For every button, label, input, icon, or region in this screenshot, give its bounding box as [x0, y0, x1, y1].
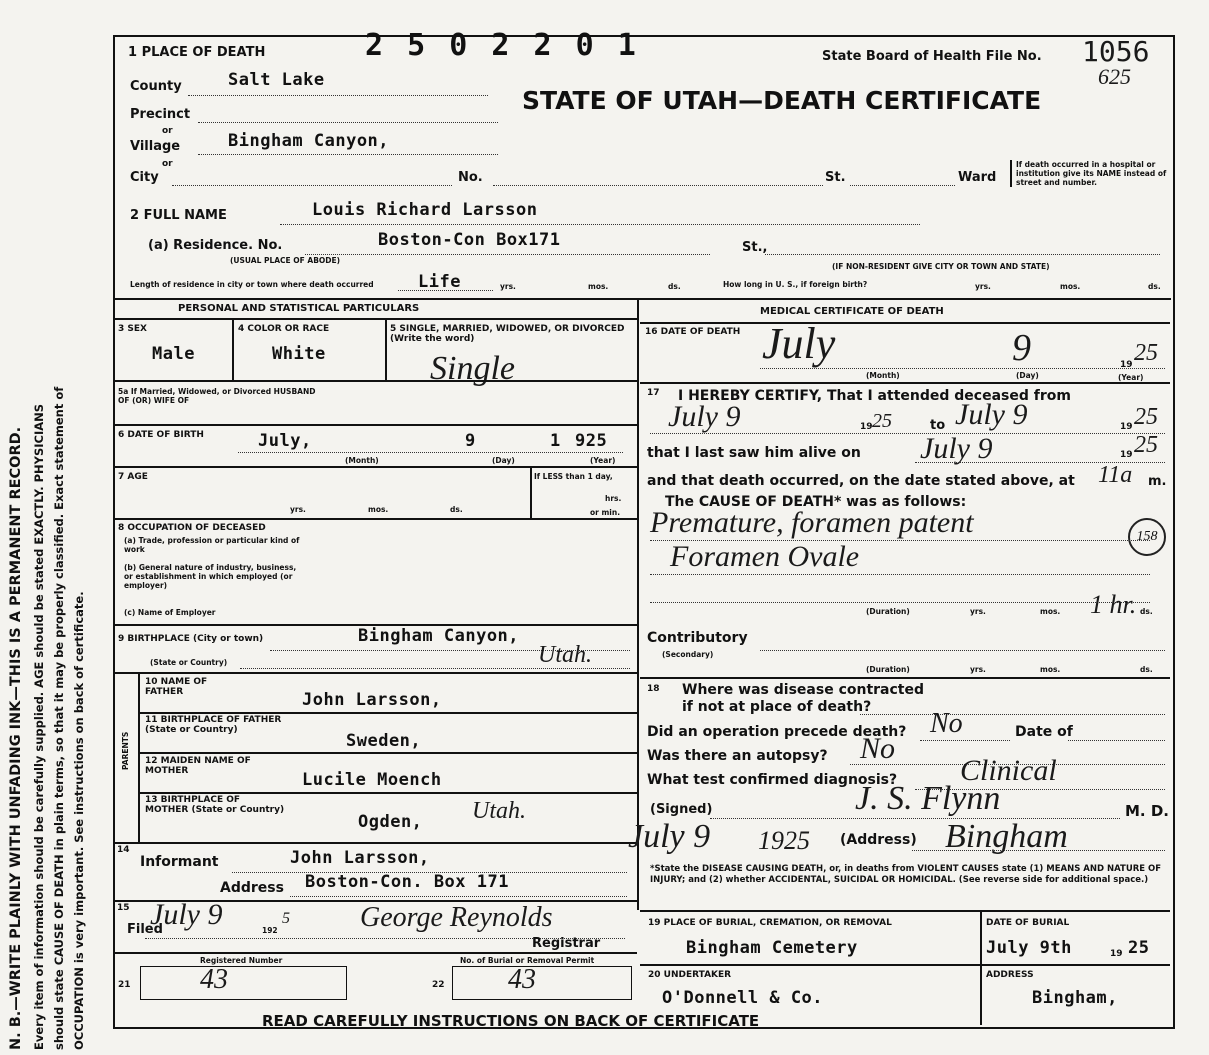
registered-number-label: Registered Number	[200, 956, 283, 965]
spouse-label: 5a If Married, Widowed, or Divorced HUSBAND OF (OR) WIFE OF	[118, 387, 316, 405]
residence-value: Boston-Con Box171	[378, 230, 561, 250]
informant-label: Informant	[140, 854, 219, 870]
residence-label: (a) Residence. No.	[148, 238, 283, 253]
autopsy-label: Was there an autopsy?	[647, 748, 828, 764]
dob-year-prefix: 1	[550, 431, 561, 451]
ds-label: ds.	[1140, 607, 1153, 616]
informant-address-label: Address	[220, 880, 284, 896]
signed-label: (Signed)	[650, 802, 713, 817]
us-residence-label: How long in U. S., if foreign birth?	[723, 280, 868, 289]
mother-name-label: 12 MAIDEN NAME OF MOTHER	[145, 756, 251, 776]
certify-num: 17	[647, 388, 660, 398]
occupation-c-label: (c) Name of Employer	[124, 608, 216, 617]
birth-state-value: Utah.	[538, 642, 592, 668]
medical-section-title: MEDICAL CERTIFICATE OF DEATH	[760, 306, 944, 317]
attended-to-date: July 9	[955, 398, 1028, 431]
year-prefix: 19	[1120, 422, 1133, 432]
burial-permit-box	[452, 966, 632, 1000]
duration-label: (Duration)	[866, 607, 910, 616]
place-of-death-label: 1 PLACE OF DEATH	[128, 45, 266, 60]
registrar-label: Registrar	[532, 936, 601, 951]
death-date-label: 16 DATE OF DEATH	[645, 327, 741, 337]
min-label: or min.	[590, 508, 621, 517]
death-year: 25	[1134, 340, 1158, 366]
residence-st-label: St.,	[742, 240, 768, 255]
age-mos-label: mos.	[368, 505, 389, 514]
ward-label: Ward	[958, 170, 997, 185]
mother-name: Lucile Moench	[302, 770, 442, 790]
race-value: White	[272, 344, 326, 364]
yrs-label: yrs.	[970, 665, 986, 674]
year-prefix: 19	[860, 422, 873, 432]
side-note-line1: N. B.—WRITE PLAINLY WITH UNFADING INK—THIS IS A PERMANENT RECORD.	[8, 426, 24, 1050]
county-label: County	[130, 79, 182, 94]
mos-label: mos.	[1040, 607, 1061, 616]
birthplace-label: 9 BIRTHPLACE (City or town)	[118, 634, 264, 644]
age-ds-label: ds.	[450, 505, 463, 514]
dob-month: July,	[258, 431, 312, 451]
undertaker-address: Bingham,	[1032, 988, 1118, 1008]
burial-permit-number: 43	[508, 964, 536, 995]
attended-from-date: July 9	[668, 400, 741, 433]
filed-year: 5	[282, 910, 290, 927]
mos-label: mos.	[588, 282, 609, 291]
dob-day: 9	[465, 431, 476, 451]
no-label: No.	[458, 170, 483, 185]
day-label: (Day)	[492, 456, 515, 465]
death-year-prefix: 19	[1120, 360, 1133, 370]
box22-num: 22	[432, 980, 445, 990]
full-name-label: 2 FULL NAME	[130, 208, 227, 223]
last-saw-year: 25	[1134, 432, 1158, 458]
operation-label: Did an operation precede death?	[647, 724, 907, 740]
side-instructions	[8, 0, 120, 1050]
sex-value: Male	[152, 344, 195, 364]
personal-section-title: PERSONAL AND STATISTICAL PARTICULARS	[178, 303, 420, 314]
cause-code: 158	[1128, 518, 1166, 556]
md-label: M. D.	[1125, 802, 1169, 820]
filed-num: 15	[117, 903, 130, 913]
burial-date: July 9th	[986, 938, 1072, 958]
sex-label: 3 SEX	[118, 324, 147, 334]
mother-birthplace-label: 13 BIRTHPLACE OF MOTHER (State or Country)	[145, 795, 285, 815]
file-no-extra: 625	[1098, 64, 1131, 89]
parents-label: PARENTS	[121, 731, 130, 770]
m-label: m.	[1148, 474, 1167, 489]
year-prefix: 19	[1110, 949, 1123, 959]
month-label: (Month)	[866, 371, 900, 380]
undertaker: O'Donnell & Co.	[662, 988, 824, 1008]
registrar-signature: George Reynolds	[360, 902, 553, 933]
secondary-label: (Secondary)	[662, 650, 714, 659]
physician-signature: J. S. Flynn	[855, 780, 1001, 817]
length-residence-label: Length of residence in city or town where death occurred	[130, 280, 374, 289]
year-label: (Year)	[590, 456, 616, 465]
q18-num: 18	[647, 684, 660, 694]
attended-to-year: 25	[1134, 404, 1158, 430]
autopsy-value: No	[860, 732, 896, 765]
or-label: or	[162, 159, 173, 169]
certificate-title: STATE OF UTAH—DEATH CERTIFICATE	[522, 86, 1042, 115]
burial-date-label: DATE OF BURIAL	[986, 918, 1070, 928]
hospital-note: If death occurred in a hospital or institution give its NAME instead of street and number.	[1010, 160, 1176, 187]
cause-footnote: *State the DISEASE CAUSING DEATH, or, in deaths from VIOLENT CAUSES state (1) MEANS AND NATURE OF INJURY; and (2) whether ACCIDENTAL, SUICIDAL OR HOMICIDAL. (See reverse side for additional space.)	[650, 864, 1162, 885]
mother-birthplace-state: Utah.	[472, 798, 526, 824]
father-birthplace-label: 11 BIRTHPLACE OF FATHER (State or Country)	[145, 715, 282, 735]
signed-date: July 9	[628, 818, 711, 855]
certificate-number: 2 5 0 2 2 0 1	[365, 28, 639, 63]
informant-address: Boston-Con. Box 171	[305, 872, 509, 892]
q18-label: Where was disease contracted	[682, 682, 924, 698]
length-residence-value: Life	[418, 272, 461, 292]
day-label: (Day)	[1016, 371, 1039, 380]
to-label: to	[930, 418, 946, 433]
informant-value: John Larsson,	[290, 848, 430, 868]
footer-instructions: READ CAREFULLY INSTRUCTIONS ON BACK OF CERTIFICATE	[262, 1012, 760, 1030]
death-month: July	[762, 319, 836, 368]
file-no: 1056	[1082, 35, 1150, 68]
marital-label: 5 SINGLE, MARRIED, WIDOWED, OR DIVORCED (Write the word)	[390, 324, 625, 344]
mos-label: mos.	[1060, 282, 1081, 291]
mother-birthplace-city: Ogden,	[358, 812, 423, 832]
occurred-text: and that death occurred, on the date stated above, at	[647, 473, 1075, 489]
occupation-a-label: (a) Trade, profession or particular kind of work	[124, 536, 300, 554]
village-label: Village	[130, 139, 181, 154]
attended-from-year: 25	[872, 410, 892, 432]
birthplace-value: Bingham Canyon,	[358, 626, 520, 646]
nonresident-label: (IF NON-RESIDENT GIVE CITY OR TOWN AND STATE)	[832, 262, 1050, 271]
or-label: or	[162, 126, 173, 136]
year-label: (Year)	[1118, 373, 1144, 382]
operation-date-label: Date of	[1015, 724, 1073, 740]
father-name: John Larsson,	[302, 690, 442, 710]
marital-value: Single	[430, 350, 515, 387]
usual-abode-label: (USUAL PLACE OF ABODE)	[230, 256, 341, 265]
cause-line1: Premature, foramen patent	[650, 506, 974, 539]
test-value: Clinical	[960, 754, 1057, 787]
ds-label: ds.	[668, 282, 681, 291]
less-than-day-label: If LESS than 1 day,	[534, 472, 613, 481]
ds-label: ds.	[1140, 665, 1153, 674]
q18-label-b: if not at place of death?	[682, 699, 872, 715]
side-note-line2: Every item of information should be carefully supplied. AGE should be stated EXACTLY. PHYSICIANS	[32, 403, 46, 1050]
village-value: Bingham Canyon,	[228, 131, 390, 151]
signed-year: 1925	[758, 826, 810, 855]
signed-address-label: (Address)	[840, 832, 917, 848]
side-note-line4: OCCUPATION is very important. See instructions on back of certificate.	[72, 591, 86, 1050]
certify-text: I HEREBY CERTIFY, That I attended deceased from	[678, 388, 1071, 404]
hrs-label: hrs.	[605, 494, 622, 503]
undertaker-label: 20 UNDERTAKER	[648, 970, 732, 980]
burial-permit-label: No. of Burial or Removal Permit	[460, 956, 595, 965]
burial-place: Bingham Cemetery	[686, 938, 858, 958]
occupation-b-label: (b) General nature of industry, business, or establishment in which employed (or employer)	[124, 563, 297, 590]
cause-line2: Foramen Ovale	[670, 540, 860, 573]
yrs-label: yrs.	[970, 607, 986, 616]
duration-label: (Duration)	[866, 665, 910, 674]
filed-date: July 9	[150, 898, 223, 931]
yrs-label: yrs.	[975, 282, 991, 291]
filed-year-prefix: 192	[262, 926, 278, 935]
registered-number: 43	[200, 964, 228, 995]
signed-address: Bingham	[945, 818, 1068, 855]
race-label: 4 COLOR OR RACE	[238, 324, 330, 334]
city-label: City	[130, 170, 159, 185]
file-no-label: State Board of Health File No.	[822, 49, 1042, 64]
year-prefix: 19	[1120, 450, 1133, 460]
burial-place-label: 19 PLACE OF BURIAL, CREMATION, OR REMOVAL	[648, 918, 892, 928]
ds-label: ds.	[1148, 282, 1161, 291]
last-saw-text: that I last saw him alive on	[647, 445, 861, 461]
operation-value: No	[930, 708, 963, 739]
mos-label: mos.	[1040, 665, 1061, 674]
age-label: 7 AGE	[118, 472, 148, 482]
filed-label: Filed	[127, 922, 163, 937]
father-birthplace: Sweden,	[346, 731, 422, 751]
dob-year: 925	[575, 431, 608, 451]
father-name-label: 10 NAME OF FATHER	[145, 677, 208, 697]
side-note-line3: should state CAUSE OF DEATH in plain terms, so that it may be properly classified. Exact statement of	[52, 386, 66, 1050]
cause-text: The CAUSE OF DEATH* was as follows:	[665, 494, 967, 510]
precinct-label: Precinct	[130, 107, 191, 122]
st-label: St.	[825, 170, 846, 185]
death-time: 11a	[1098, 462, 1133, 488]
birth-state-label: (State or Country)	[150, 658, 228, 667]
month-label: (Month)	[345, 456, 379, 465]
contributory-label: Contributory	[647, 630, 748, 646]
county-value: Salt Lake	[228, 70, 325, 90]
age-yrs-label: yrs.	[290, 505, 306, 514]
box21-num: 21	[118, 980, 131, 990]
undertaker-address-label: ADDRESS	[986, 970, 1034, 980]
occupation-label: 8 OCCUPATION OF DECEASED	[118, 523, 266, 533]
last-saw-date: July 9	[920, 432, 993, 465]
test-label: What test confirmed diagnosis?	[647, 772, 898, 788]
registered-number-box	[140, 966, 347, 1000]
informant-num: 14	[117, 845, 130, 855]
burial-year: 25	[1128, 938, 1150, 958]
yrs-label: yrs.	[500, 282, 516, 291]
death-day: 9	[1012, 327, 1031, 369]
duration-value: 1 hr.	[1090, 590, 1137, 619]
full-name-value: Louis Richard Larsson	[312, 200, 538, 220]
dob-label: 6 DATE OF BIRTH	[118, 430, 204, 440]
